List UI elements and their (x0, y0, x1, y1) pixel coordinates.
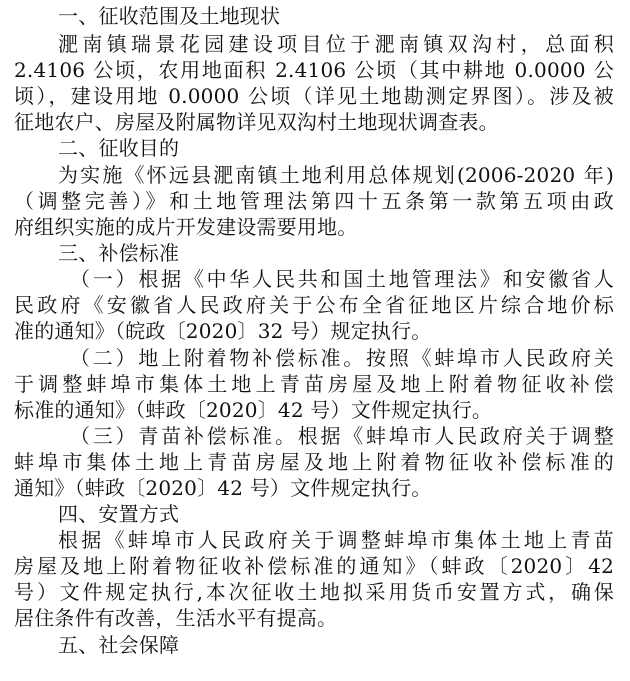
section-heading-2: 二、征收目的 (58, 136, 180, 160)
paragraph-line: 准的通知》（皖政〔2020〕32 号）规定执行。 (14, 319, 432, 343)
paragraph-line: 民政府《安徽省人民政府关于公布全省征地区片综合地价标 (14, 293, 614, 317)
paragraph-line: 标准的通知》（蚌政〔2020〕42 号）文件规定执行。 (14, 398, 493, 422)
section-heading-1: 一、征收范围及土地现状 (58, 4, 281, 28)
paragraph-line: 房屋及地上附着物征收补偿标准的通知》（蚌政〔2020〕42 (14, 554, 614, 578)
paragraph-line: 顷），建设用地 0.0000 公顷（详见土地勘测定界图）。涉及被 (14, 84, 614, 108)
paragraph-line: 淝南镇瑞景花园建设项目位于淝南镇双沟村，总面积 (58, 32, 614, 56)
section-heading-3: 三、补偿标准 (58, 241, 180, 265)
paragraph-line: 府组织实施的成片开发建设需要用地。 (14, 215, 358, 239)
paragraph-line: 居住条件有改善，生活水平有提高。 (14, 606, 338, 630)
paragraph-line: （调整完善）》和土地管理法第四十五条第一款第五项由政 (14, 189, 614, 213)
section-heading-4: 四、安置方式 (58, 502, 180, 526)
paragraph-line: 为实施《怀远县淝南镇土地利用总体规划(2006-2020 年) (58, 163, 614, 187)
paragraph-line: 蚌埠市集体土地上青苗房屋及地上附着物征收补偿标准的 (14, 450, 614, 474)
section-heading-5: 五、社会保障 (58, 633, 180, 657)
paragraph-line: 通知》（蚌政〔2020〕42 号）文件规定执行。 (14, 476, 432, 500)
paragraph-line: 号）文件规定执行,本次征收土地拟采用货币安置方式，确保 (14, 580, 614, 604)
paragraph-line: （一）根据《中华人民共和国土地管理法》和安徽省人 (70, 267, 614, 291)
paragraph-line: 征地农户、房屋及附属物详见双沟村土地现状调查表。 (14, 110, 499, 134)
paragraph-line: 根据《蚌埠市人民政府关于调整蚌埠市集体土地上青苗 (58, 528, 614, 552)
paragraph-line: 于调整蚌埠市集体土地上青苗房屋及地上附着物征收补偿 (14, 372, 614, 396)
paragraph-line: （三）青苗补偿标准。根据《蚌埠市人民政府关于调整 (70, 424, 614, 448)
paragraph-line: 2.4106 公顷，农用地面积 2.4106 公顷（其中耕地 0.0000 公 (14, 58, 614, 82)
paragraph-line: （二）地上附着物补偿标准。按照《蚌埠市人民政府关 (70, 346, 614, 370)
